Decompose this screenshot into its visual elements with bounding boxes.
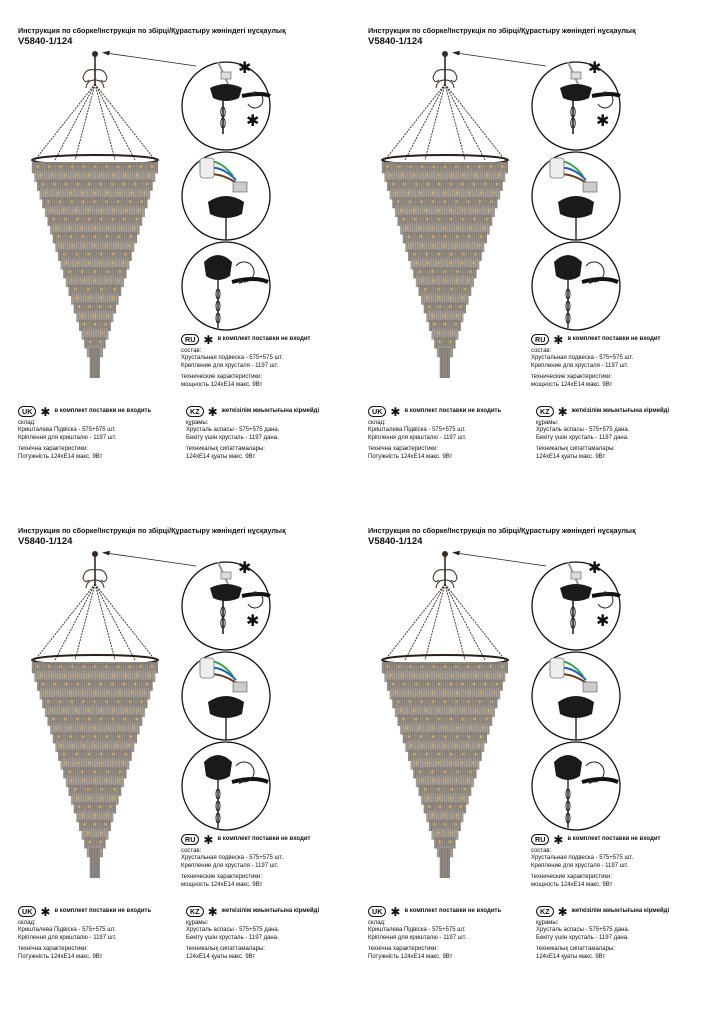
composition-line: Крепление для хрусталя - 1197 шт. <box>531 362 629 369</box>
language-badge-kz: KZ <box>186 406 204 417</box>
not-included-note: в комплект поставки не входит <box>217 835 311 842</box>
not-included-star-icon: ✱ <box>203 832 214 847</box>
composition-label: состав: <box>531 348 552 354</box>
not-included-note: в комплект поставки не входит <box>217 335 311 342</box>
composition-label: состав: <box>181 848 202 854</box>
composition-label: құрамы: <box>536 420 559 426</box>
not-included-note: в комплект поставки не входить <box>54 407 152 414</box>
spec-value: 124хЕ14 қуаты макс. 9Вт <box>186 453 256 460</box>
info-block-uk <box>18 406 151 461</box>
composition-line: Кришталева Підвіска - 575+575 шт. <box>18 427 116 434</box>
not-included-star-icon: ✱ <box>390 404 401 419</box>
spec-value: мощность 124хЕ14 макс. 9Вт <box>181 381 263 388</box>
composition-line: Хрустальная подвеска - 575+575 шт. <box>181 855 284 862</box>
model-number: V5840-1/124 <box>18 36 73 47</box>
composition-label: склад: <box>18 420 36 426</box>
not-included-note: жеткізілім жиынтығына кірмейді <box>571 407 670 414</box>
step-2-wiring-diagram <box>182 152 270 240</box>
spec-value: 124хЕ14 қуаты макс. 9Вт <box>536 953 606 960</box>
spec-label: технічна характеристики: <box>18 946 89 953</box>
composition-line: Кришталева Підвіска - 575+575 шт. <box>368 427 466 434</box>
spec-label: техникалық сипаттамалары: <box>186 946 265 953</box>
language-badge-ru: RU <box>181 834 199 845</box>
not-included-star-icon: ✱ <box>588 560 602 577</box>
not-included-star-icon: ✱ <box>246 613 260 630</box>
model-number: V5840-1/124 <box>368 536 423 547</box>
step-1-ceiling-mount-diagram <box>532 60 620 150</box>
not-included-star-icon: ✱ <box>238 560 252 577</box>
step-2-wiring-diagram <box>532 652 620 740</box>
not-included-star-icon: ✱ <box>203 332 214 347</box>
composition-line: Крепление для хрусталя - 1197 шт. <box>181 862 279 869</box>
composition-line: Хрустальная подвеска - 575+575 шт. <box>181 355 284 362</box>
not-included-star-icon: ✱ <box>40 404 51 419</box>
step-3-canopy-fix-diagram <box>532 242 620 330</box>
step-2-wiring-diagram <box>182 652 270 740</box>
spec-value: мощность 124хЕ14 макс. 9Вт <box>531 381 613 388</box>
chandelier-illustration <box>382 51 508 378</box>
not-included-star-icon: ✱ <box>588 60 602 77</box>
spec-value: Потужність 124хЕ14 макс. 9Вт <box>18 953 103 960</box>
not-included-star-icon: ✱ <box>207 404 218 419</box>
composition-label: склад: <box>368 920 386 926</box>
composition-line: Бекіту үшін хрусталь - 1197 дана. <box>536 934 629 941</box>
composition-label: құрамы: <box>186 420 209 426</box>
language-badge-kz: KZ <box>536 406 554 417</box>
spec-value: мощность 124хЕ14 макс. 9Вт <box>181 881 263 888</box>
not-included-star-icon: ✱ <box>553 832 564 847</box>
instruction-panel <box>368 26 707 516</box>
composition-label: состав: <box>181 348 202 354</box>
not-included-star-icon: ✱ <box>557 404 568 419</box>
composition-line: Кришталева Підвіска - 575+575 шт. <box>18 927 116 934</box>
composition-line: Хрустальная подвеска - 575+575 шт. <box>531 855 634 862</box>
not-included-star-icon: ✱ <box>557 904 568 919</box>
not-included-star-icon: ✱ <box>207 904 218 919</box>
composition-line: Кришталева Підвіска - 575+575 шт. <box>368 927 466 934</box>
composition-line: Хрусталь аспасы - 575+575 дана. <box>536 927 630 934</box>
instruction-panel <box>18 526 358 1016</box>
info-block-uk <box>368 406 501 461</box>
spec-label: технічна характеристики: <box>368 946 439 953</box>
model-number: V5840-1/124 <box>368 36 423 47</box>
composition-line: Кріплення для кришталю - 1197 шт. <box>368 934 467 941</box>
spec-label: техникалық сипаттамалары: <box>536 446 615 453</box>
not-included-note: жеткізілім жиынтығына кірмейді <box>571 907 670 914</box>
language-badge-ru: RU <box>181 334 199 345</box>
language-badge-uk: UK <box>18 906 36 917</box>
not-included-note: в комплект поставки не входить <box>54 907 152 914</box>
not-included-star-icon: ✱ <box>390 904 401 919</box>
spec-value: мощность 124хЕ14 макс. 9Вт <box>531 881 613 888</box>
language-badge-kz: KZ <box>536 906 554 917</box>
language-badge-uk: UK <box>368 406 386 417</box>
composition-line: Кріплення для кришталю - 1197 шт. <box>18 934 117 941</box>
spec-label: технические характеристики: <box>531 374 613 381</box>
not-included-note: жеткізілім жиынтығына кірмейді <box>221 907 320 914</box>
info-block-ru <box>181 834 310 889</box>
not-included-note: в комплект поставки не входить <box>404 907 502 914</box>
language-badge-kz: KZ <box>186 906 204 917</box>
instruction-panel <box>18 26 358 516</box>
info-block-kz <box>536 406 669 461</box>
spec-label: техникалық сипаттамалары: <box>186 446 265 453</box>
composition-label: склад: <box>18 920 36 926</box>
step-1-ceiling-mount-diagram <box>182 560 270 650</box>
spec-label: техникалық сипаттамалары: <box>536 946 615 953</box>
spec-value: Потужність 124хЕ14 макс. 9Вт <box>18 453 103 460</box>
composition-line: Бекіту үшін хрусталь - 1197 дана. <box>186 434 279 441</box>
not-included-star-icon: ✱ <box>238 60 252 77</box>
not-included-note: в комплект поставки не входит <box>567 335 661 342</box>
info-block-uk <box>368 906 501 961</box>
not-included-star-icon: ✱ <box>553 332 564 347</box>
chandelier-illustration <box>32 51 158 378</box>
spec-value: Потужність 124хЕ14 макс. 9Вт <box>368 453 453 460</box>
info-block-kz <box>186 906 319 961</box>
spec-value: Потужність 124хЕ14 макс. 9Вт <box>368 953 453 960</box>
not-included-star-icon: ✱ <box>596 113 610 130</box>
language-badge-uk: UK <box>368 906 386 917</box>
spec-label: технические характеристики: <box>181 874 263 881</box>
composition-label: состав: <box>531 848 552 854</box>
info-block-ru <box>531 834 660 889</box>
composition-line: Хрустальная подвеска - 575+575 шт. <box>531 355 634 362</box>
not-included-star-icon: ✱ <box>246 113 260 130</box>
spec-label: технічна характеристики: <box>18 446 89 453</box>
spec-label: технические характеристики: <box>531 874 613 881</box>
pointer-arrow <box>452 51 546 66</box>
composition-line: Хрусталь аспасы - 575+575 дана. <box>186 427 280 434</box>
instruction-title: Инструкция по сборке/Інструкція по збірці/Құрастыру жөніндегі нұсқаулық <box>18 526 286 535</box>
composition-line: Хрусталь аспасы - 575+575 дана. <box>536 427 630 434</box>
step-3-canopy-fix-diagram <box>182 242 270 330</box>
spec-value: 124хЕ14 қуаты макс. 9Вт <box>186 953 256 960</box>
composition-label: құрамы: <box>186 920 209 926</box>
info-block-ru <box>181 334 310 389</box>
composition-line: Кріплення для кришталю - 1197 шт. <box>368 434 467 441</box>
chandelier-illustration <box>32 551 158 878</box>
composition-label: склад: <box>368 420 386 426</box>
pointer-arrow <box>452 551 546 566</box>
composition-line: Кріплення для кришталю - 1197 шт. <box>18 434 117 441</box>
composition-line: Бекіту үшін хрусталь - 1197 дана. <box>536 434 629 441</box>
composition-line: Хрусталь аспасы - 575+575 дана. <box>186 927 280 934</box>
composition-label: құрамы: <box>536 920 559 926</box>
info-block-ru <box>531 334 660 389</box>
info-block-uk <box>18 906 151 961</box>
info-block-kz <box>536 906 669 961</box>
language-badge-ru: RU <box>531 334 549 345</box>
chandelier-illustration <box>382 551 508 878</box>
step-3-canopy-fix-diagram <box>532 742 620 830</box>
spec-label: технические характеристики: <box>181 374 263 381</box>
instruction-panel <box>368 526 707 1016</box>
step-3-canopy-fix-diagram <box>182 742 270 830</box>
language-badge-uk: UK <box>18 406 36 417</box>
instruction-title: Инструкция по сборке/Інструкція по збірці/Құрастыру жөніндегі нұсқаулық <box>368 26 636 35</box>
not-included-note: жеткізілім жиынтығына кірмейді <box>221 407 320 414</box>
composition-line: Крепление для хрусталя - 1197 шт. <box>531 862 629 869</box>
model-number: V5840-1/124 <box>18 536 73 547</box>
not-included-note: в комплект поставки не входит <box>567 835 661 842</box>
spec-label: технічна характеристики: <box>368 446 439 453</box>
step-1-ceiling-mount-diagram <box>532 560 620 650</box>
step-2-wiring-diagram <box>532 152 620 240</box>
info-block-kz <box>186 406 319 461</box>
language-badge-ru: RU <box>531 834 549 845</box>
pointer-arrow <box>102 51 196 66</box>
not-included-star-icon: ✱ <box>596 613 610 630</box>
composition-line: Бекіту үшін хрусталь - 1197 дана. <box>186 934 279 941</box>
spec-value: 124хЕ14 қуаты макс. 9Вт <box>536 453 606 460</box>
instruction-title: Инструкция по сборке/Інструкція по збірці/Құрастыру жөніндегі нұсқаулық <box>18 26 286 35</box>
not-included-star-icon: ✱ <box>40 904 51 919</box>
step-1-ceiling-mount-diagram <box>182 60 270 150</box>
not-included-note: в комплект поставки не входить <box>404 407 502 414</box>
composition-line: Крепление для хрусталя - 1197 шт. <box>181 362 279 369</box>
pointer-arrow <box>102 551 196 566</box>
instruction-title: Инструкция по сборке/Інструкція по збірці/Құрастыру жөніндегі нұсқаулық <box>368 526 636 535</box>
